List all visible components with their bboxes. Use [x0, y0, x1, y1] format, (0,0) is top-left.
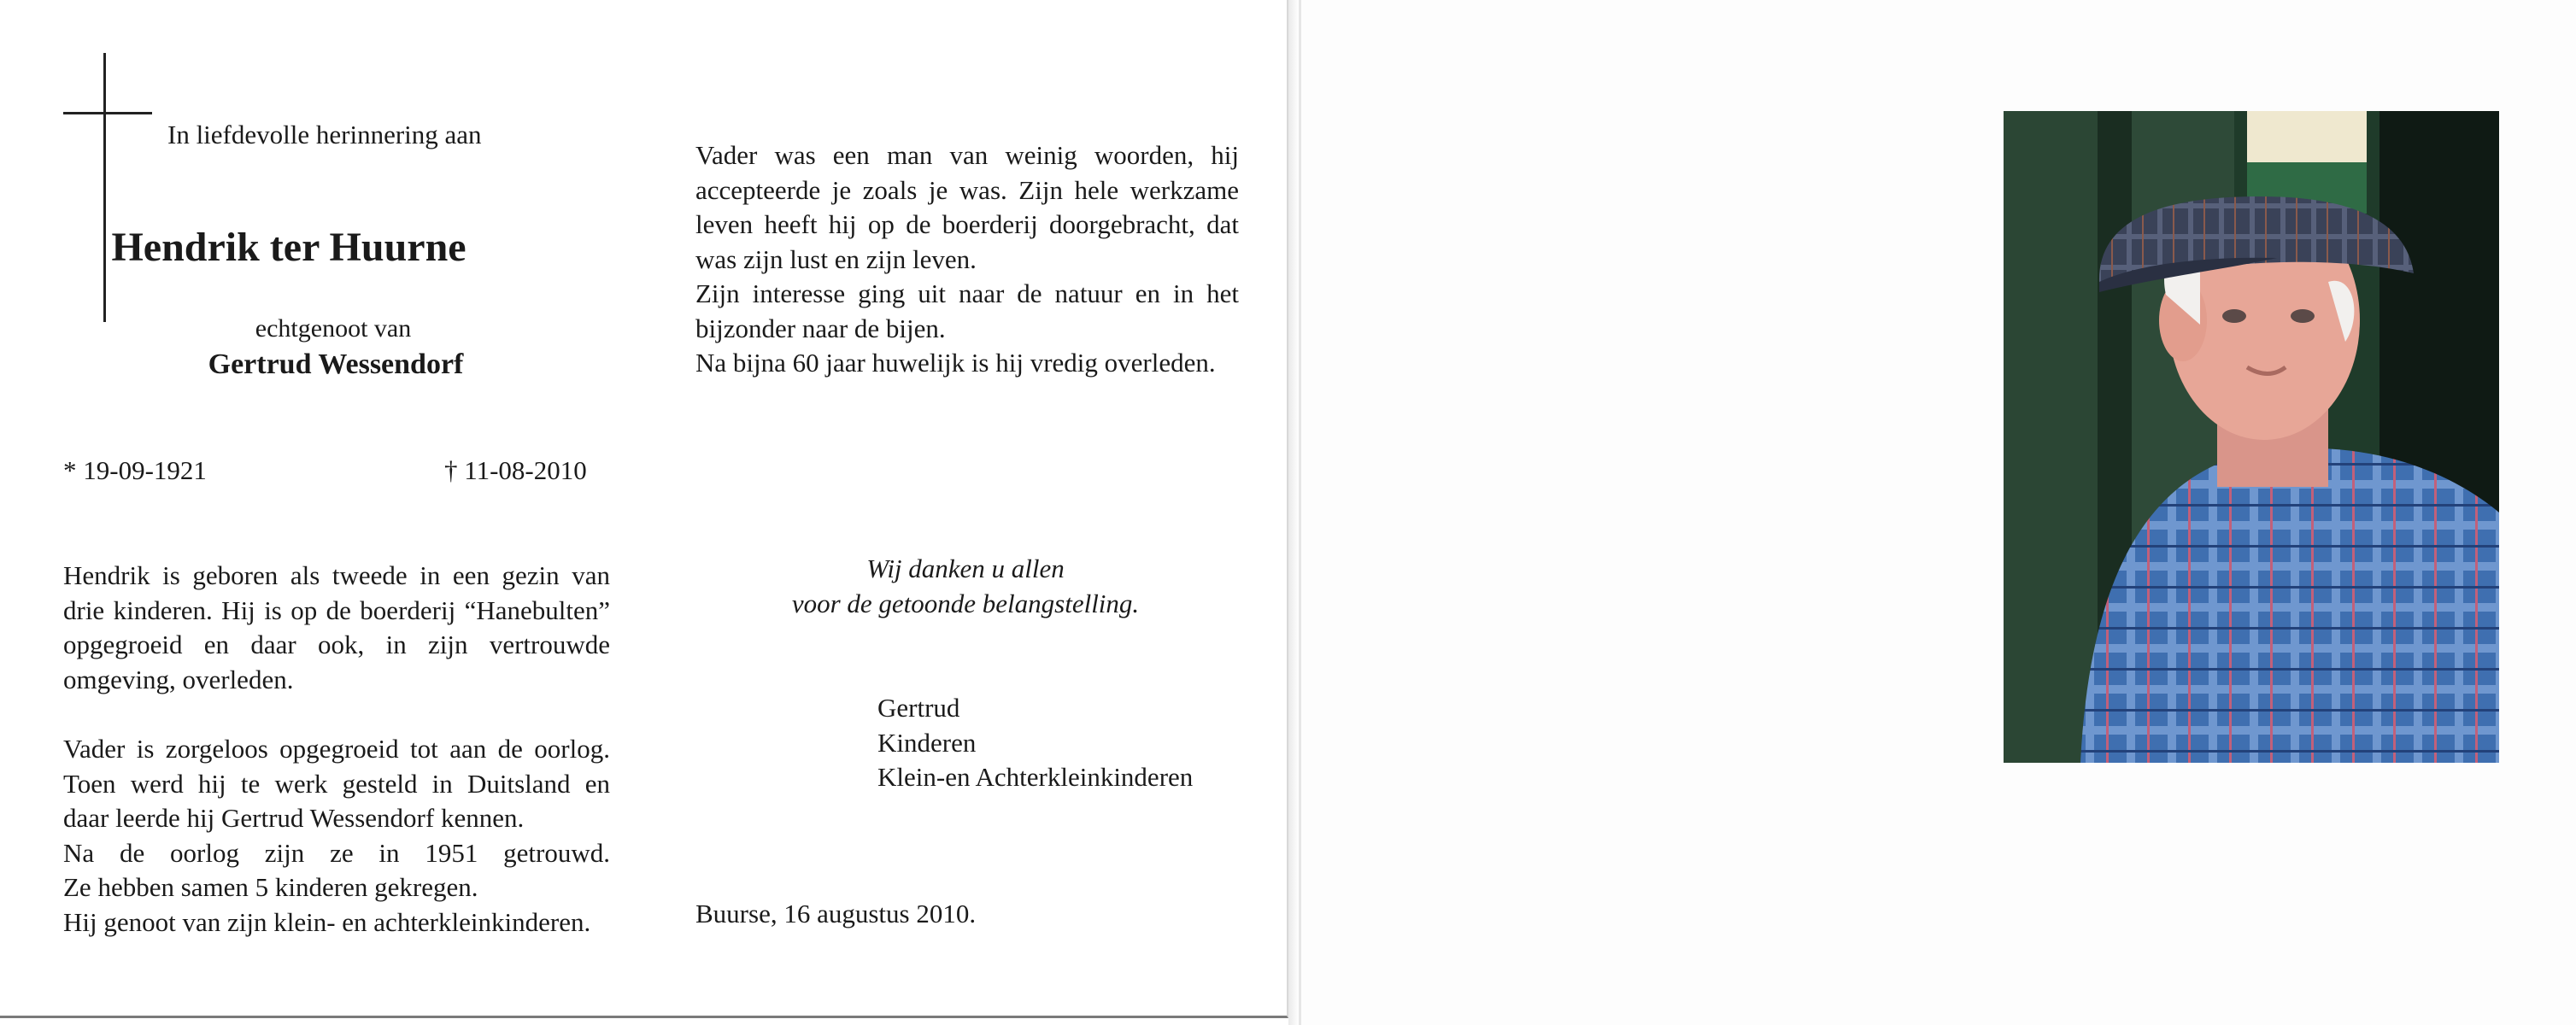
bio-paragraph-3: [695, 138, 1239, 381]
portrait-illustration: [2004, 111, 2499, 763]
intro-text: In liefdevolle herinnering aan: [167, 120, 482, 149]
thanks-message: [752, 552, 1179, 621]
thanks-line: voor de getoonde belangstelling.: [791, 588, 1140, 618]
bio-line: daar leerde hij Gertrud Wessendorf kennen.: [63, 803, 525, 833]
bio-line: Na bijna 60 jaar huwelijk is hij vredig overleden.: [695, 348, 1216, 378]
bio-line: leven heeft hij op de boerderij doorgebracht, dat: [695, 209, 1239, 239]
bio-line: Na de oorlog zijn ze in 1951 getrouwd.: [63, 837, 610, 868]
family-line: Kinderen: [877, 727, 977, 758]
bio-line: Vader was een man van weinig woorden, hij: [695, 140, 1239, 170]
bio-line: was zijn lust en zijn leven.: [695, 243, 977, 274]
portrait-photo: [2004, 111, 2499, 763]
cross-icon-vertical: [103, 53, 106, 322]
bio-line: Hendrik is geboren als tweede in een gezin van: [63, 560, 610, 590]
family-signature: [877, 691, 1193, 795]
bio-line: Toen werd hij te werk gesteld in Duitsland en: [63, 768, 610, 799]
deceased-name: Hendrik ter Huurne: [111, 225, 466, 270]
bio-line: Vader is zorgeloos opgegroeid tot aan de oorlog.: [63, 734, 610, 764]
place-date: Buurse, 16 augustus 2010.: [695, 899, 977, 928]
birth-date: * 19-09-1921: [63, 455, 207, 485]
bio-line: opgegroeid en daar ook, in zijn vertrouwde: [63, 630, 610, 659]
bio-line: bijzonder naar de bijen.: [695, 313, 946, 343]
bio-paragraph-2: [63, 732, 610, 940]
card-fold: [1288, 0, 1299, 1025]
cross-icon-horizontal: [63, 112, 152, 114]
spouse-label: echtgenoot van: [255, 314, 412, 343]
bio-line: omgeving, overleden.: [63, 664, 294, 694]
bio-line: accepteerde je zoals je was. Zijn hele werkzame: [695, 174, 1239, 205]
spouse-name: Gertrud Wessendorf: [208, 348, 464, 380]
bio-line: drie kinderen. Hij is op de boerderij “Hanebulten”: [63, 594, 610, 625]
family-line: Klein-en Achterkleinkinderen: [877, 762, 1194, 792]
thanks-line: Wij danken u allen: [866, 554, 1065, 583]
bio-line: Hij genoot van zijn klein- en achterkleinkinderen.: [63, 906, 591, 937]
bio-line: Zijn interesse ging uit naar de natuur en in het: [695, 278, 1239, 308]
bio-paragraph-1: [63, 559, 610, 697]
card-text-panel: [0, 0, 1288, 1018]
death-date: † 11-08-2010: [444, 455, 587, 485]
family-line: Gertrud: [877, 693, 960, 723]
bio-line: Ze hebben samen 5 kinderen gekregen.: [63, 872, 478, 902]
